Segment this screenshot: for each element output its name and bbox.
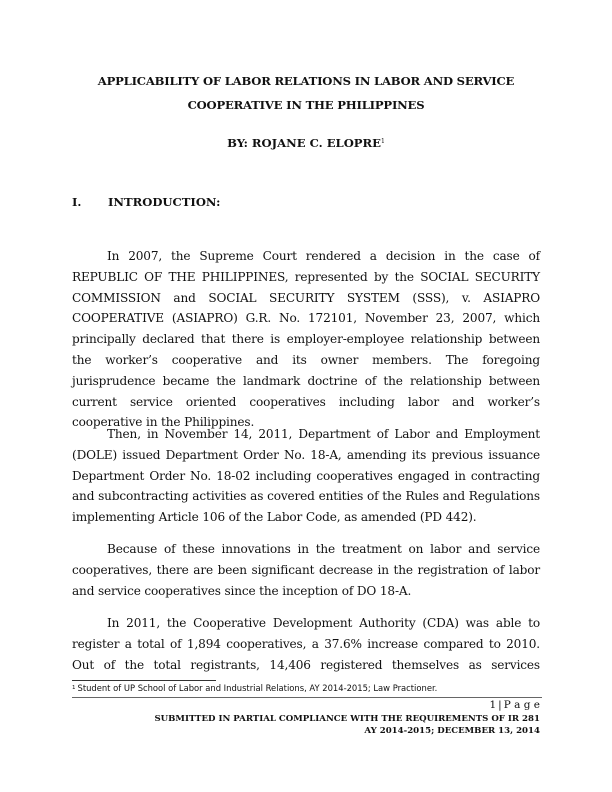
section-number: I. xyxy=(72,195,82,209)
author-name: BY: ROJANE C. ELOPRE xyxy=(227,136,381,150)
document-title xyxy=(60,69,552,117)
page-number-separator: | xyxy=(498,699,502,711)
footnote xyxy=(72,683,540,694)
title-line-1: APPLICABILITY OF LABOR RELATIONS IN LABOR AND SERVICE xyxy=(97,74,515,88)
page-number-label: P a g e xyxy=(503,699,540,711)
page-number-value: 1 xyxy=(489,699,497,711)
paragraph-1: In 2007, the Supreme Court rendered a decision in the case of REPUBLIC OF THE PHILIPPINES, represented by the SOCIAL SECURITY COMMISSION and SOCIAL SECURITY SYSTEM (SSS), v. ASIAPRO COOPERATIVE (ASIAPRO) G.R. No. 172101, November 23, 2007, which principally declared that there is employer-employee relationship between the worker’s cooperative and its owner members. The foregoing jurisprudence became the landmark doctrine of the relationship between current service oriented cooperatives including labor and worker’s cooperative in the Philippines. xyxy=(72,249,540,430)
footnote-text: Student of UP School of Labor and Industrial Relations, AY 2014-2015; Law Practioner. xyxy=(77,683,438,693)
footer-submission-line: SUBMITTED IN PARTIAL COMPLIANCE WITH THE REQUIREMENTS OF IR 281 xyxy=(154,714,540,724)
footnote-divider xyxy=(72,680,216,681)
title-line-2: COOPERATIVE IN THE PHILIPPINES xyxy=(187,98,425,112)
footer-divider xyxy=(72,697,542,698)
paragraph-4: In 2011, the Cooperative Development Authority (CDA) was able to register a total of 1,894 cooperatives, a 37.6% increase compared to 2010. Out of the total registrants, 14,406 registered themselves as services xyxy=(72,616,540,672)
section-title: INTRODUCTION: xyxy=(108,195,221,209)
author-byline xyxy=(60,133,552,153)
paragraph-2: Then, in November 14, 2011, Department of Labor and Employment (DOLE) issued Department Order No. 18-A, amending its previous issuance Department Order No. 18-02 including cooperatives engaged in contracting and subcontracting activities as covered entities of the Rules and Regulations implementing Article 106 of the Labor Code, as amended (PD 442). xyxy=(72,427,540,525)
section-heading xyxy=(72,192,220,212)
footnote-reference[interactable]: 1 xyxy=(381,138,385,145)
page-number xyxy=(489,699,540,712)
footnote-mark: 1 xyxy=(72,685,76,691)
paragraph-3: Because of these innovations in the treatment on labor and service cooperatives, there are been significant decrease in the registration of labor and service cooperatives since the inception of DO 18-A. xyxy=(72,542,540,598)
footer-date-line: AY 2014-2015; DECEMBER 13, 2014 xyxy=(364,726,540,736)
